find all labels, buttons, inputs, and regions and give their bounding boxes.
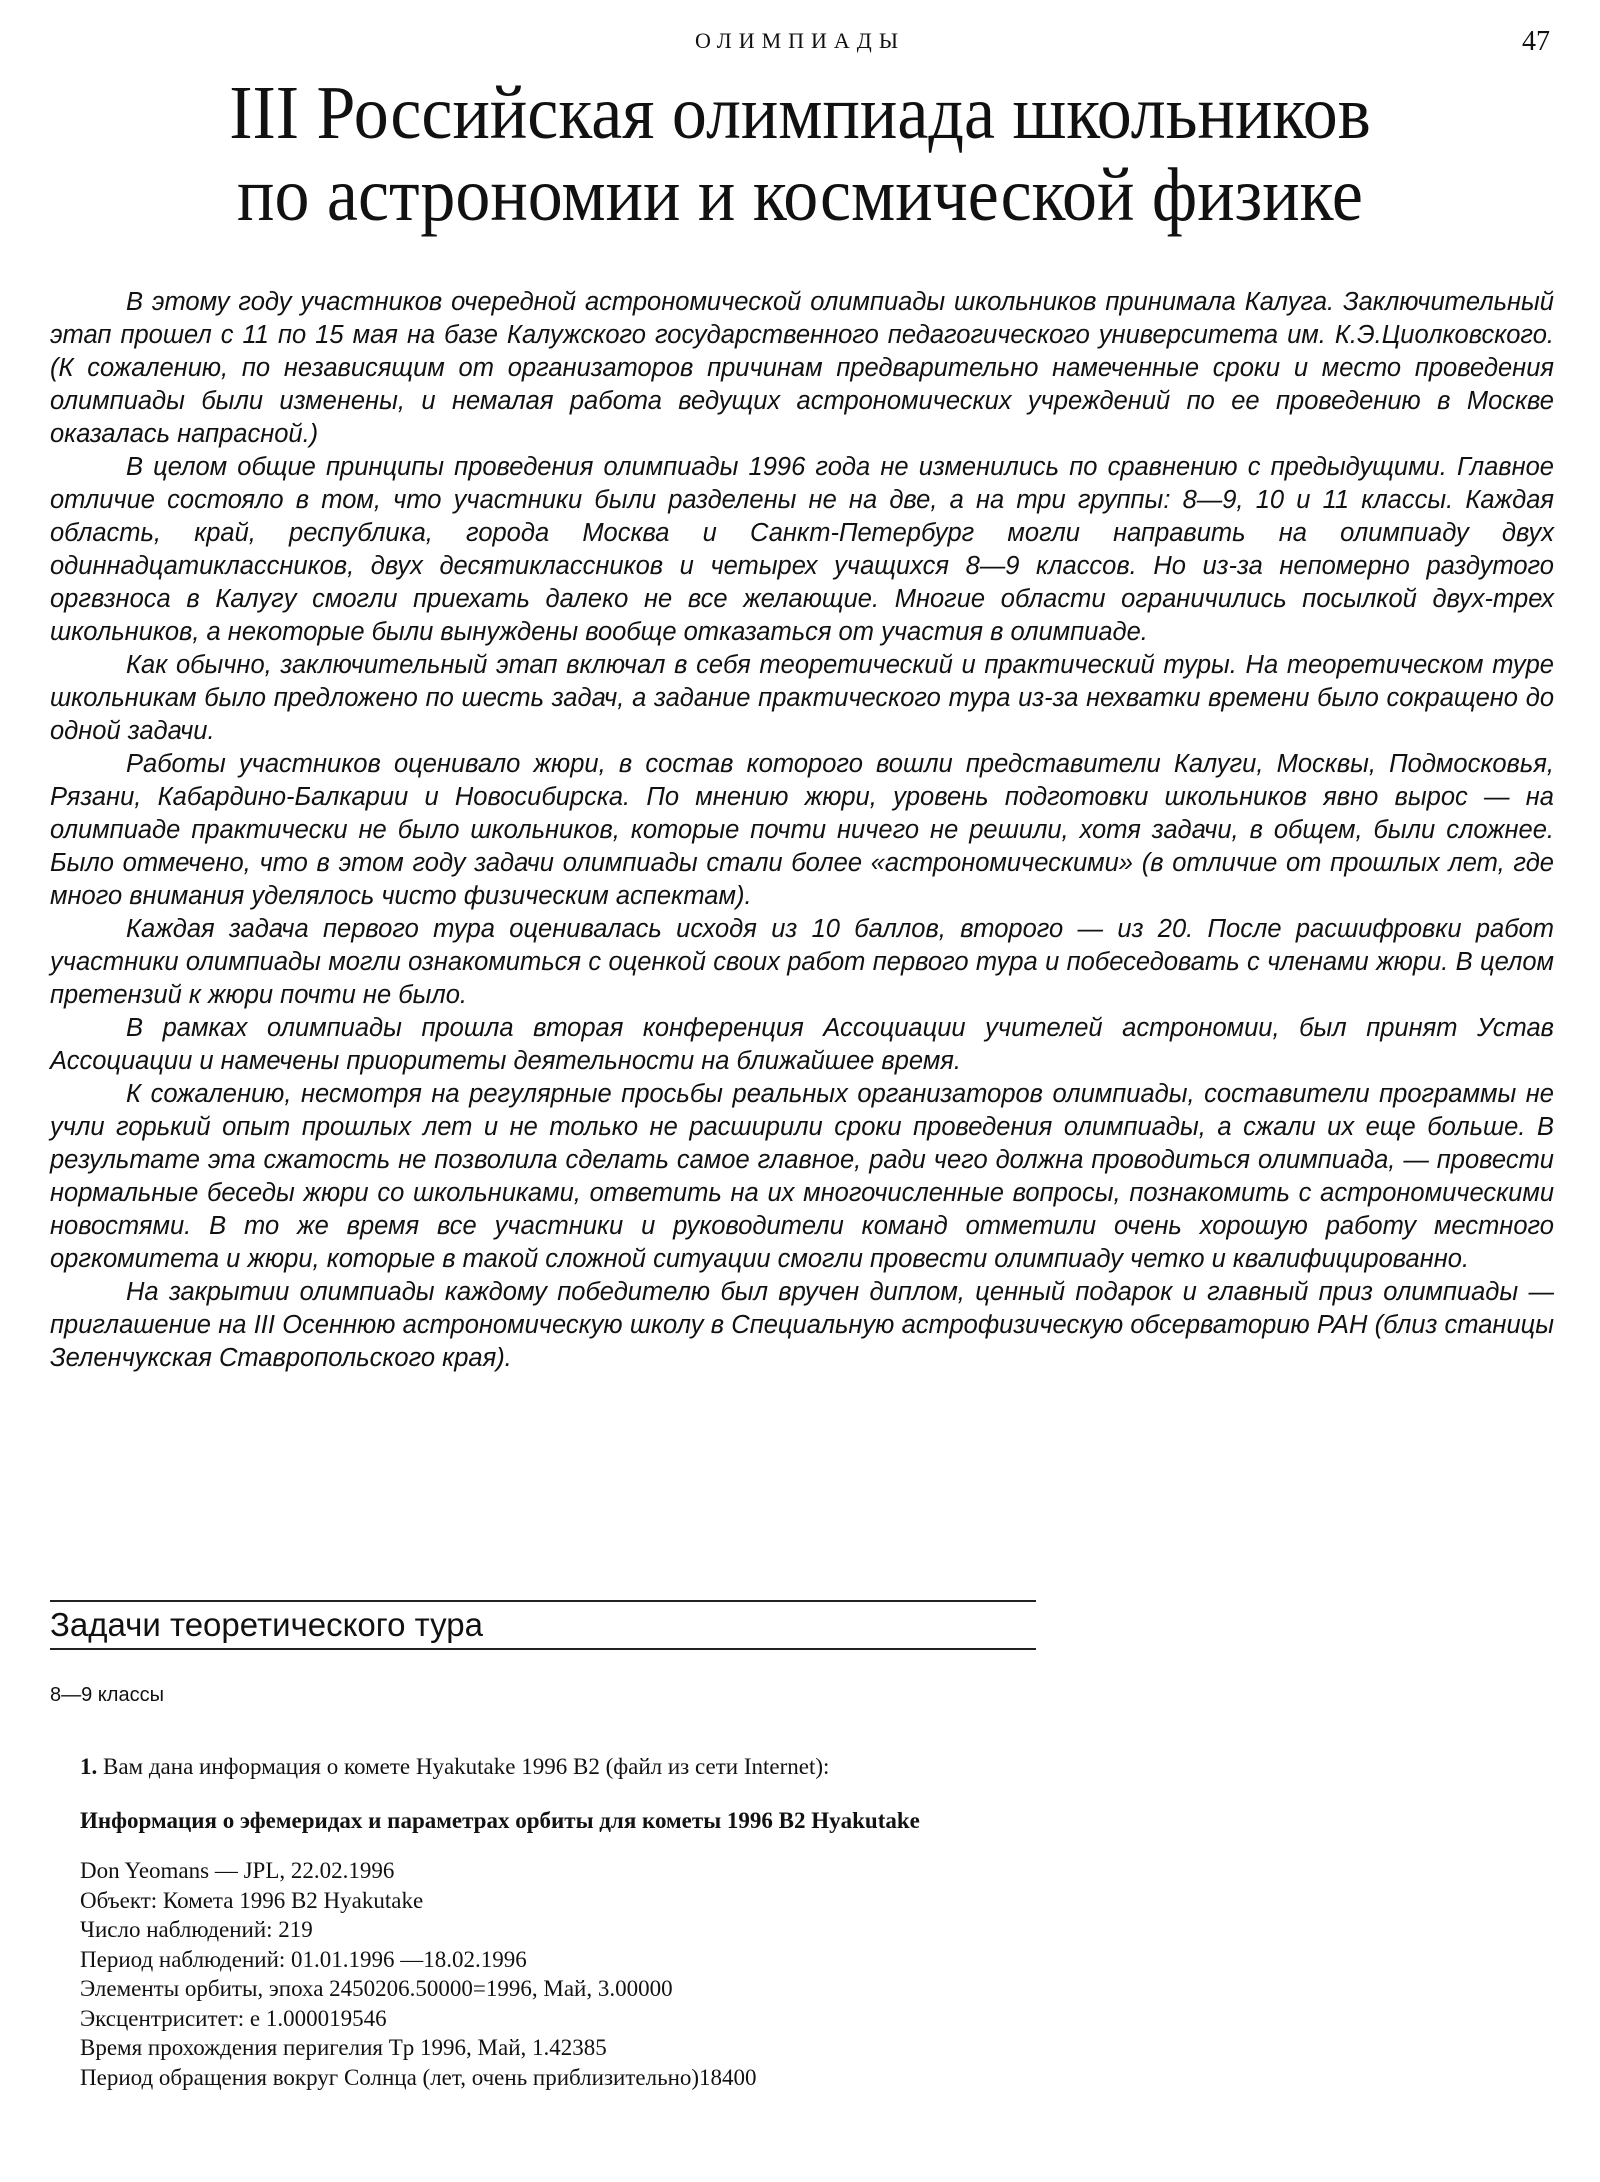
running-head: ОЛИМПИАДЫ bbox=[694, 28, 906, 53]
section-rule-top bbox=[50, 1600, 1036, 1602]
problem-1 bbox=[80, 1754, 829, 1780]
comet-info-line: Don Yeomans — JPL, 22.02.1996 bbox=[80, 1858, 395, 1883]
comet-info-line: Эксцентриситет: e 1.000019546 bbox=[80, 2005, 387, 2031]
comet-info-list bbox=[80, 1856, 757, 2092]
intro-paragraph: К сожалению, несмотря на регулярные просьбы реальных организаторов олимпиады, составители программы не учли горький опыт прошлых лет и не только не расширили сроки проведения олимпиады, а сжали их еще больше. В результате эта сжатость не позволила сделать самое главное, ради чего должна проводиться олимпиада, — провести нормальные беседы жюри со школьниками, ответить на их многочисленные вопросы, познакомить с астрономическими новостями. В то же время все участники и руководители команд отметили очень хорошую работу местного оргкомитета и жюри, которые в такой сложной ситуации смогли провести олимпиаду четко и квалифицированно. bbox=[50, 1080, 1554, 1273]
page-number: 47 bbox=[1522, 26, 1550, 57]
comet-info-line: Число наблюдений: 219 bbox=[80, 1917, 313, 1942]
article-title-line-2: по астрономии и космической физике bbox=[237, 153, 1363, 237]
article-title bbox=[64, 72, 1536, 236]
intro-paragraph: Как обычно, заключительный этап включал в себя теоретический и практический туры. На теоретическом туре школьникам было предложено по шесть задач, а задание практического тура из-за нехватки времени было сокращено до одной задачи. bbox=[50, 651, 1554, 745]
section-title: Задачи теоретического тура bbox=[50, 1606, 483, 1643]
comet-info-heading: Информация о эфемеридах и параметрах орбиты для кометы 1996 B2 Hyakutake bbox=[80, 1808, 920, 1833]
article-title-line-1: III Российская олимпиада школьников bbox=[229, 71, 1371, 155]
comet-info-line: Период наблюдений: 01.01.1996 —18.02.1996 bbox=[80, 1946, 527, 1972]
intro-paragraph: В рамках олимпиады прошла вторая конференция Ассоциации учителей астрономии, был принят Устав Ассоциации и намечены приоритеты деятельности на ближайшее время. bbox=[50, 1014, 1554, 1075]
intro-paragraph: В этому году участников очередной астрономической олимпиады школьников принимала Калуга. Заключительный этап прошел с 11 по 15 мая на базе Калужского государственного педагогического университета им. К.Э.Циолковского. (К сожалению, по независящим от организаторов причинам предварительно намеченные сроки и место проведения олимпиады были изменены, и немалая работа ведущих астрономических учреждений по ее проведению в Москве оказалась напрасной.) bbox=[50, 288, 1554, 448]
intro-paragraph: Работы участников оценивало жюри, в состав которого вошли представители Калуги, Москвы, Подмосковья, Рязани, Кабардино-Балкарии и Новосибирска. По мнению жюри, уровень подготовки школьников явно вырос — на олимпиаде практически не было школьников, которые почти ничего не решили, хотя задачи, в общем, были сложнее. Было отмечено, что в этом году задачи олимпиады стали более «астрономическими» (в отличие от прошлых лет, где много внимания уделялось чисто физическим аспектам). bbox=[50, 750, 1554, 910]
comet-info-line: Время прохождения перигелия Tp 1996, Май, 1.42385 bbox=[80, 2035, 607, 2060]
intro-text bbox=[50, 286, 1554, 1375]
comet-info-line: Элементы орбиты, эпоха 2450206.50000=1996, Май, 3.00000 bbox=[80, 1976, 673, 2001]
intro-paragraph: Каждая задача первого тура оценивалась исходя из 10 баллов, второго — из 20. После расшифровки работ участники олимпиады могли ознакомиться с оценкой своих работ первого тура и побеседовать с членами жюри. В целом претензий к жюри почти не было. bbox=[50, 915, 1554, 1009]
comet-info-line: Период обращения вокруг Солнца (лет, очень приблизительно)18400 bbox=[80, 2064, 757, 2090]
intro-paragraph: В целом общие принципы проведения олимпиады 1996 года не изменились по сравнению с предыдущими. Главное отличие состояло в том, что участники были разделены не на две, а на три группы: 8—9, 10 и 11 классы. Каждая область, край, республика, города Москва и Санкт-Петербург могли направить на олимпиаду двух одиннадцатиклассников, двух десятиклассников и четырех учащихся 8—9 классов. Но из-за непомерно раздутого оргвзноса в Калугу смогли приехать далеко не все желающие. Многие области ограничились посылкой двух-трех школьников, а некоторые были вынуждены вообще отказаться от участия в олимпиаде. bbox=[50, 453, 1554, 646]
problem-number: 1. bbox=[80, 1754, 98, 1779]
grade-label: 8—9 классы bbox=[50, 1684, 164, 1706]
section-rule-bottom bbox=[50, 1648, 1036, 1650]
problem-text: Вам дана информация о комете Hyakutake 1996 B2 (файл из сети Internet): bbox=[103, 1754, 830, 1779]
comet-info-line: Объект: Комета 1996 B2 Hyakutake bbox=[80, 1887, 424, 1913]
intro-paragraph: На закрытии олимпиады каждому победителю был вручен диплом, ценный подарок и главный приз олимпиады — приглашение на III Осеннюю астрономическую школу в Специальную астрофизическую обсерваторию РАН (близ станицы Зеленчукская Ставропольского края). bbox=[50, 1278, 1554, 1372]
